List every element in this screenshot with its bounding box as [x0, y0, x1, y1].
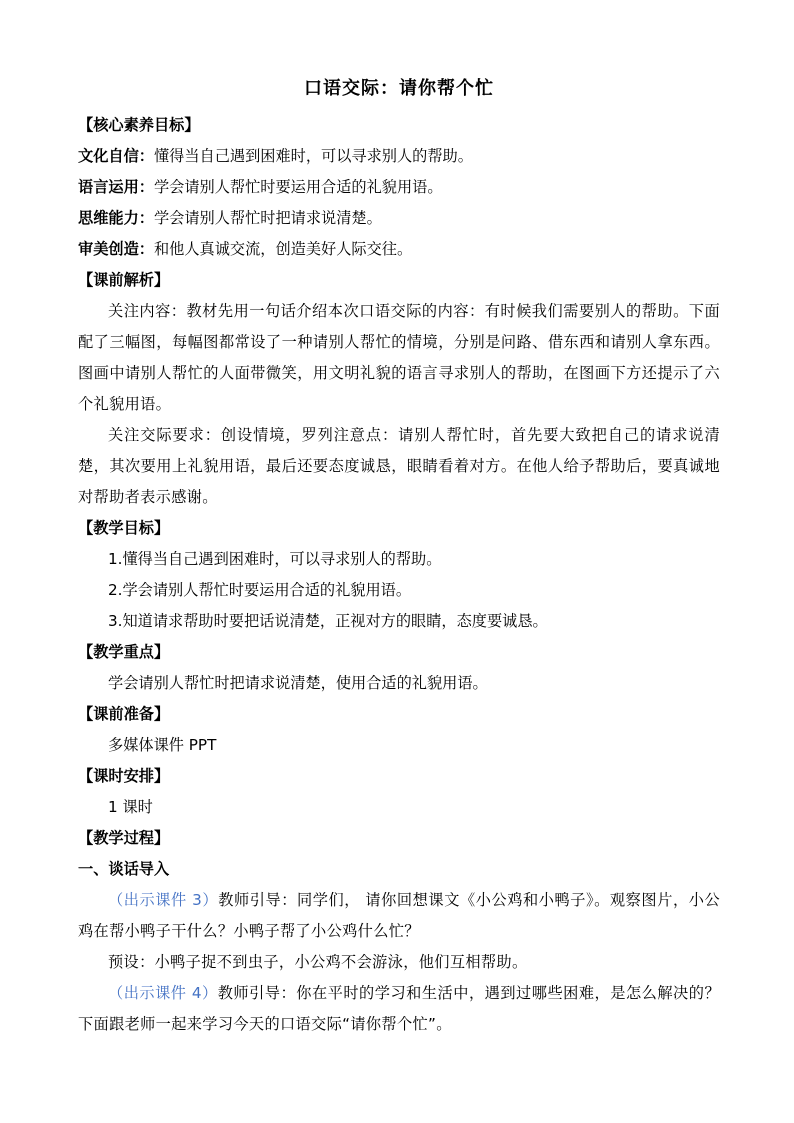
core-goal-text: 懂得当自己遇到困难时，可以寻求别人的帮助。: [153, 147, 473, 165]
document-page: [78, 76, 720, 1040]
teaching-goal-item: 2.学会请别人帮忙时要运用合适的礼貌用语。: [108, 581, 412, 599]
core-goal-text: 学会请别人帮忙时把请求说清楚。: [153, 209, 382, 227]
analysis-paragraph-content: 关注内容：教材先用一句话介绍本次口语交际的内容：有时候我们需要别人的帮助。下面配了三幅图，每幅图都常设了一种请别人帮忙的情境，分别是问路、借东西和请别人拿东西。图画中请别人帮忙的人面带微笑，用文明礼貌的语言寻求别人的帮助，在图画下方还提示了六个礼貌用语。: [78, 302, 720, 413]
key-points-text: 学会请别人帮忙时把请求说清楚，使用合适的礼貌用语。: [108, 674, 488, 692]
core-goal-item: [78, 172, 720, 203]
process-paragraph-courseware-4: [78, 978, 720, 1040]
process-paragraph-courseware-3: [78, 885, 720, 947]
analysis-heading: 【课前解析】: [78, 271, 170, 289]
preparation-heading: 【课前准备】: [78, 705, 170, 723]
courseware-tag: （出示课件 3）: [108, 891, 219, 909]
schedule-heading: 【课时安排】: [78, 767, 170, 785]
core-goal-item: [78, 203, 720, 234]
core-goal-label: 文化自信：: [78, 147, 154, 165]
analysis-paragraph-requirements: 关注交际要求：创设情境，罗列注意点：请别人帮忙时，首先要大致把自己的请求说清楚，其次要用上礼貌用语，最后还要态度诚恳，眼睛看着对方。在他人给予帮助后，要真诚地对帮助者表示感谢。: [78, 426, 720, 506]
core-goal-item: [78, 234, 720, 265]
core-goals-heading: 【核心素养目标】: [78, 116, 200, 134]
section-title-intro: 一、谈话导入: [78, 860, 170, 878]
core-goal-item: [78, 141, 720, 172]
teaching-goal-item: 3.知道请求帮助时要把话说清楚，正视对方的眼睛，态度要诚恳。: [108, 612, 548, 630]
core-goal-text: 学会请别人帮忙时要运用合适的礼貌用语。: [153, 178, 443, 196]
process-paragraph-preset: 预设：小鸭子捉不到虫子，小公鸡不会游泳，他们互相帮助。: [108, 953, 528, 971]
page-title: 口语交际：请你帮个忙: [304, 78, 494, 99]
core-goal-label: 审美创造：: [78, 240, 154, 258]
process-heading: 【教学过程】: [78, 829, 170, 847]
core-goal-text: 和他人真诚交流，创造美好人际交往。: [153, 240, 413, 258]
teaching-goals-heading: 【教学目标】: [78, 519, 170, 537]
key-points-heading: 【教学重点】: [78, 643, 170, 661]
schedule-text: 1 课时: [108, 798, 153, 816]
teaching-goal-item: 1.懂得当自己遇到困难时，可以寻求别人的帮助。: [108, 550, 442, 568]
courseware-tag: （出示课件 4）: [108, 984, 218, 1002]
process-text: 教师引导：同学们， 请你回想课文《小公鸡和小鸭子》。观察图片，小公鸡在帮小鸭子干什么？小鸭子帮了小公鸡什么忙？: [78, 891, 721, 940]
core-goal-label: 语言运用：: [78, 178, 154, 196]
core-goal-label: 思维能力：: [78, 209, 154, 227]
preparation-text: 多媒体课件 PPT: [108, 736, 217, 754]
process-text: 教师引导：你在平时的学习和生活中，遇到过哪些困难，是怎么解决的？下面跟老师一起来学习今天的口语交际“请你帮个忙”。: [78, 984, 721, 1033]
